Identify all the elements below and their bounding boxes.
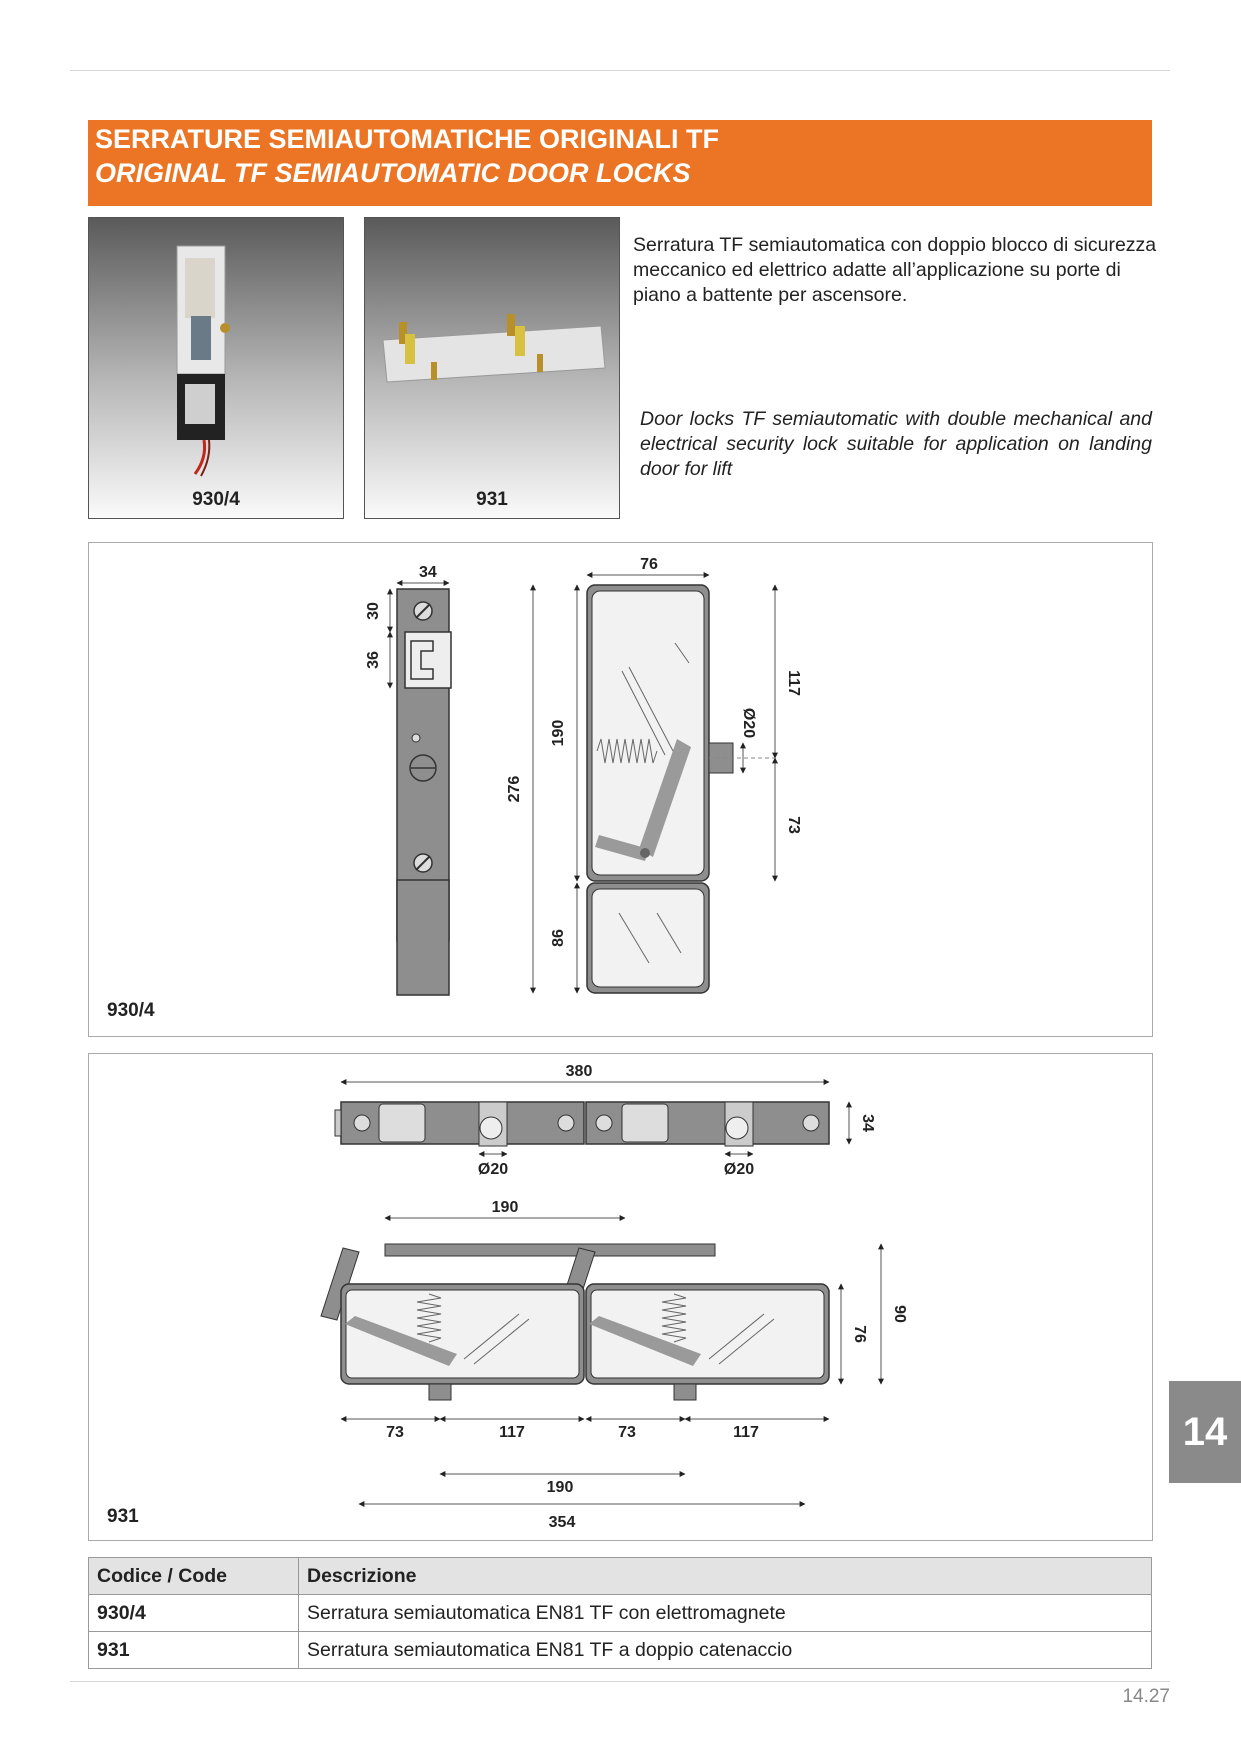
- dim-117: 117: [785, 670, 802, 696]
- dim-354: 354: [548, 1514, 576, 1531]
- dim-190: 190: [550, 719, 567, 747]
- dim-73-left: 73: [386, 1424, 404, 1441]
- dim-190-bottom: 190: [546, 1479, 574, 1496]
- photo-caption-931: 931: [476, 489, 508, 510]
- header-code: Codice / Code: [89, 1558, 299, 1595]
- dim-34-931: 34: [859, 1114, 876, 1132]
- dim-86: 86: [550, 929, 567, 947]
- top-rule: [70, 70, 1170, 71]
- dim-76-931: 76: [851, 1325, 868, 1343]
- table-header-row: [89, 1558, 1152, 1595]
- technical-drawing-931: [89, 1054, 1152, 1540]
- dim-117-left: 117: [499, 1424, 525, 1441]
- title-italian: SERRATURE SEMIAUTOMATICHE ORIGINALI TF: [95, 124, 719, 154]
- dim-380: 380: [565, 1063, 593, 1080]
- dim-73-right: 73: [618, 1424, 636, 1441]
- dim-d20: Ø20: [740, 707, 757, 739]
- bottom-rule: [70, 1681, 1170, 1682]
- row-description: Serratura semiautomatica EN81 TF con elettromagnete: [299, 1595, 1152, 1632]
- dim-36: 36: [365, 651, 382, 669]
- codes-table: [88, 1557, 1152, 1669]
- page-number: 14.27: [1122, 1686, 1170, 1707]
- chapter-tab: 14: [1169, 1381, 1241, 1483]
- row-code: 930/4: [89, 1595, 299, 1632]
- description-italian: Serratura TF semiautomatica con doppio blocco di sicurezza meccanico ed elettrico adatte all’applicazione su porte di piano a battente per ascensore.: [633, 234, 1157, 306]
- dim-d20-left: Ø20: [477, 1161, 509, 1178]
- dim-30: 30: [365, 602, 382, 620]
- product-image-931: [365, 218, 619, 518]
- dim-34: 34: [419, 564, 437, 581]
- technical-drawing-930-4: [89, 543, 1152, 1036]
- dim-73: 73: [785, 816, 802, 834]
- row-description: Serratura semiautomatica EN81 TF a doppio catenaccio: [299, 1632, 1152, 1669]
- drawing-panel-931: [88, 1053, 1153, 1541]
- product-photo-931: [364, 217, 620, 519]
- dim-d20-right: Ø20: [723, 1161, 755, 1178]
- photo-caption-930-4: 930/4: [192, 489, 240, 510]
- drawing-label-930-4: 930/4: [107, 1000, 155, 1021]
- dim-76: 76: [640, 556, 658, 573]
- section-banner: [88, 120, 1152, 206]
- row-code: 931: [89, 1632, 299, 1669]
- header-description: Descrizione: [299, 1558, 1152, 1595]
- table-row: [89, 1632, 1152, 1669]
- description-english: Door locks TF semiautomatic with double mechanical and electrical security lock suitable for application on landing door for lift: [640, 408, 1152, 480]
- dim-90: 90: [891, 1305, 908, 1323]
- product-image-930-4: [89, 218, 343, 518]
- table-row: [89, 1595, 1152, 1632]
- title-english: ORIGINAL TF SEMIAUTOMATIC DOOR LOCKS: [95, 158, 691, 188]
- drawing-panel-930-4: [88, 542, 1153, 1037]
- dim-190-top: 190: [491, 1199, 519, 1216]
- dim-276: 276: [506, 775, 523, 803]
- product-photo-930-4: [88, 217, 344, 519]
- dim-117-right: 117: [733, 1424, 759, 1441]
- drawing-label-931: 931: [107, 1506, 139, 1527]
